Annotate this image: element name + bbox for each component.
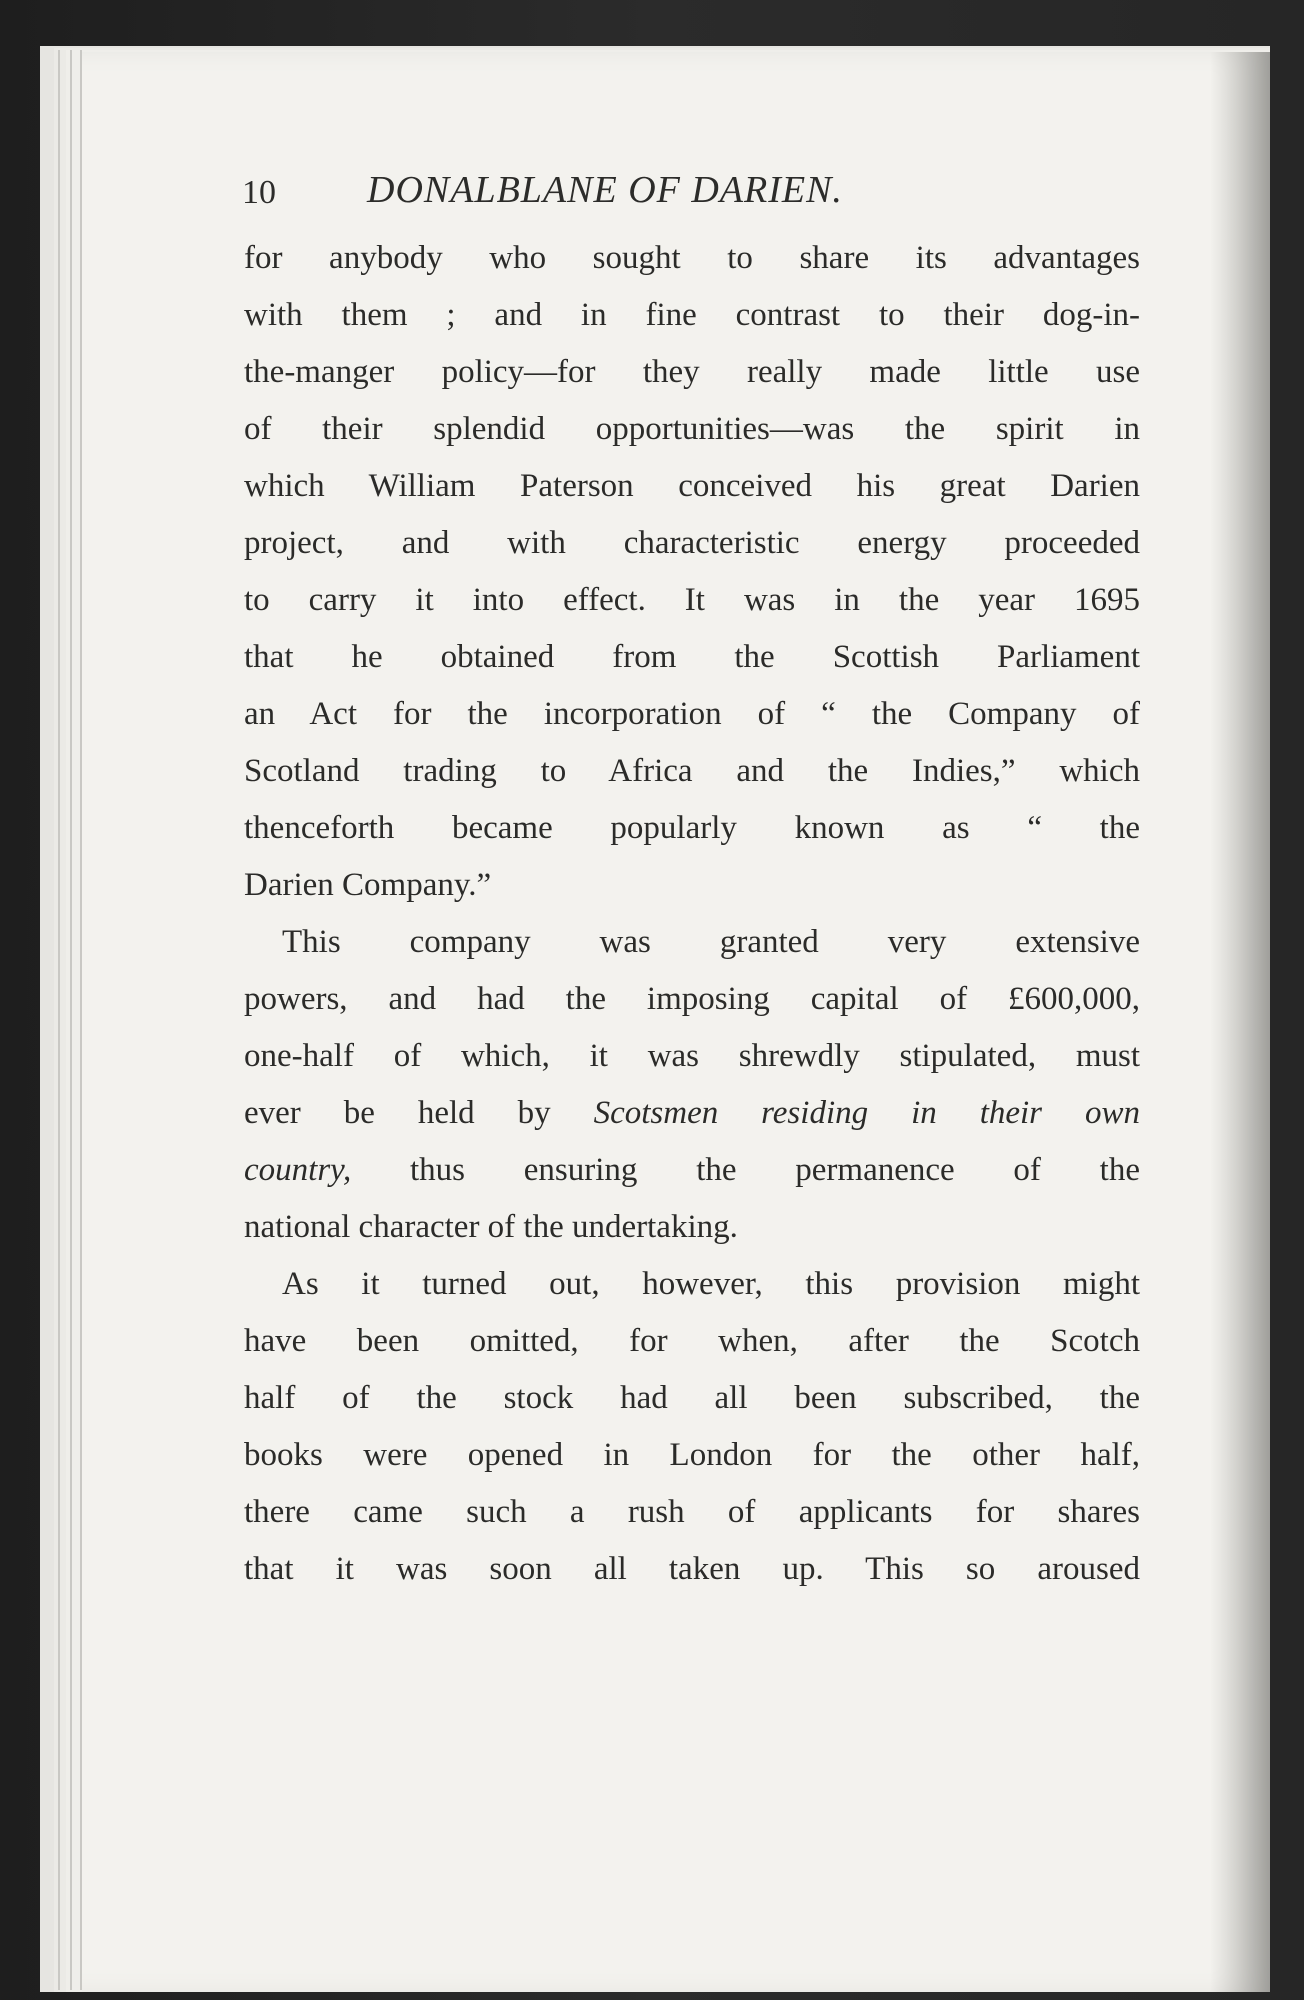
text-line: with them ; and in fine contrast to their dog-in- — [244, 297, 1140, 333]
page-edge-line — [58, 50, 60, 1990]
text-line: thenceforth became popularly known as “ the — [244, 810, 1140, 846]
body-text — [244, 230, 1140, 1598]
text-line: Scotland trading to Africa and the Indies,” which — [244, 753, 1140, 789]
text-line: half of the stock had all been subscribed, the — [244, 1380, 1140, 1416]
text-line: one-half of which, it was shrewdly stipulated, must — [244, 1038, 1140, 1074]
text-line: which William Paterson conceived his great Darien — [244, 468, 1140, 504]
page-header — [242, 168, 1142, 228]
italic-segment: country, — [244, 1152, 352, 1188]
text-segment: thus ensuring the permanence of the — [351, 1152, 1140, 1188]
text-line: the-manger policy—for they really made little use — [244, 354, 1140, 390]
page-edge-line — [70, 50, 72, 1990]
text-line: books were opened in London for the other half, — [244, 1437, 1140, 1473]
text-segment: ever be held by — [244, 1095, 594, 1131]
text-line: that it was soon all taken up. This so aroused — [244, 1551, 1140, 1587]
text-line: have been omitted, for when, after the Scotch — [244, 1323, 1140, 1359]
text-line: there came such a rush of applicants for shares — [244, 1494, 1140, 1530]
text-line: national character of the undertaking. — [244, 1209, 738, 1245]
text-line: This company was granted very extensive — [282, 924, 1140, 960]
text-line: that he obtained from the Scottish Parliament — [244, 639, 1140, 675]
text-line: to carry it into effect. It was in the year 1695 — [244, 582, 1140, 618]
running-title: DONALBLANE OF DARIEN. — [367, 169, 843, 211]
text-line: powers, and had the imposing capital of £600,000, — [244, 981, 1140, 1017]
text-line: project, and with characteristic energy proceeded — [244, 525, 1140, 561]
text-line: of their splendid opportunities—was the spirit in — [244, 411, 1140, 447]
text-line-mixed — [244, 1142, 1140, 1199]
text-line: Darien Company.” — [244, 867, 492, 903]
text-line: As it turned out, however, this provision might — [282, 1266, 1140, 1302]
gutter-shadow — [1210, 52, 1270, 1992]
italic-segment: Scotsmen residing in their own — [593, 1095, 1140, 1131]
page-number: 10 — [242, 174, 276, 211]
text-line: for anybody who sought to share its advantages — [244, 240, 1140, 276]
text-line-mixed — [244, 1085, 1140, 1142]
text-line: an Act for the incorporation of “ the Company of — [244, 696, 1140, 732]
